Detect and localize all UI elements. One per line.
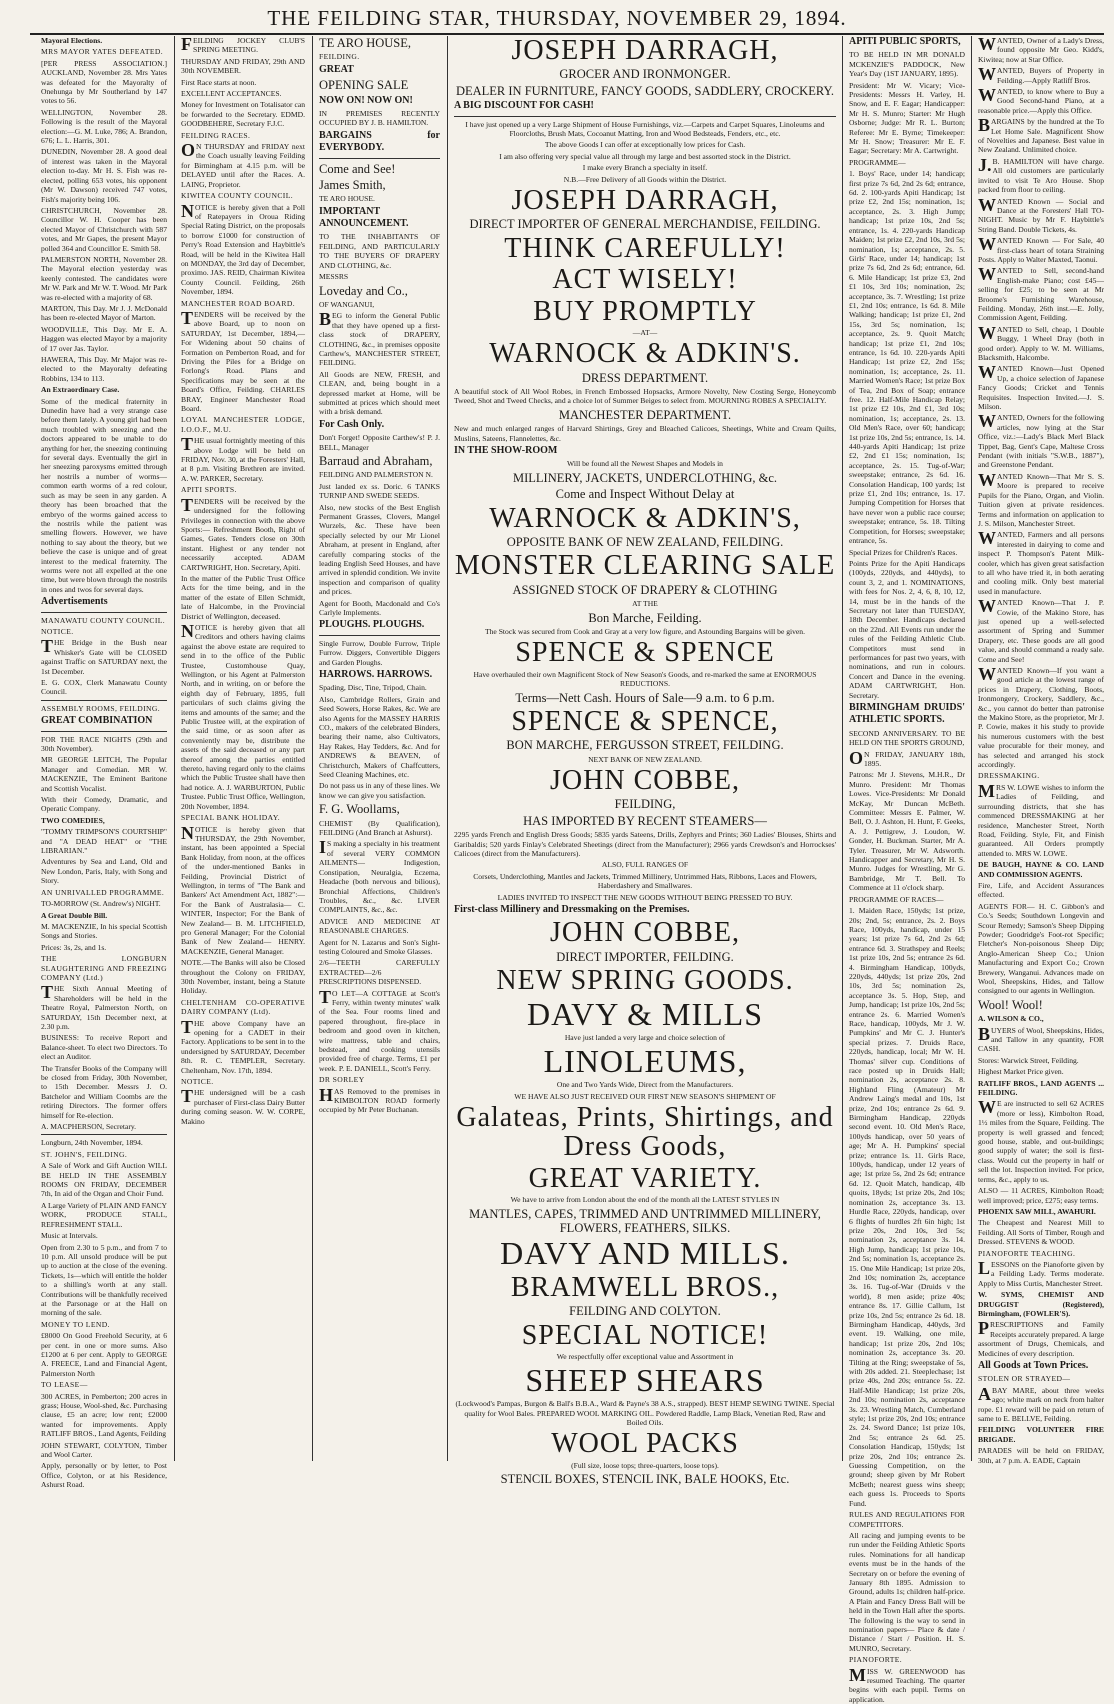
text-block: ON FRIDAY, JANUARY 18th, 1895.: [849, 747, 965, 769]
text-block: APITI SPORTS.: [181, 485, 237, 495]
text-block: With their Comedy, Dramatic, and Operatic Company.: [41, 795, 167, 814]
masthead: THE FEILDING STAR, THURSDAY, NOVEMBER 29, 1894.: [267, 6, 847, 30]
text-block: DIRECT IMPORTER, FEILDING.: [556, 949, 734, 964]
text-block: IN PREMISES RECENTLY OCCUPIED BY J. B. HAMILTON.: [319, 108, 440, 128]
text-block: TENDERS will be received by the above Board, up to noon on SATURDAY, 1st December, 1894,— For Widening about 50 chains of Formation on Pemberton Road, and for Driving the Piles for a Bridge on Forlong's Road. Plans and Specifications may be seen at the Board's Office, Feilding. CHARLES BRAY, Engineer Manchester Road Board.: [181, 307, 305, 414]
text-block: DAVY AND MILLS.: [500, 1235, 790, 1272]
text-block: —AT—: [632, 327, 658, 337]
text-block: An Extraordinary Case.: [41, 385, 120, 395]
text-block: James Smith,: [319, 177, 386, 192]
text-block: DUNEDIN, November 28. A good deal of interest was taken in the Mayoral election to-day. Mr H. S. Fish was re-elected, polling 653 votes, his opponent (Mr W. Dawson) received 747 votes, Fish's majority being 106.: [41, 147, 167, 204]
text-block: FEILDING VOLUNTEER FIRE BRIGADE.: [978, 1425, 1104, 1444]
column-2: [178, 36, 308, 1461]
text-block: First-class Millinery and Dressmaking on the Premises.: [454, 904, 690, 916]
text-block: BUSINESS: To receive Report and Balance-sheet. To elect two Directors. To elect an Auditor.: [41, 1033, 167, 1062]
separator-rule: [319, 158, 440, 159]
text-block: For Cash Only.: [319, 418, 385, 430]
text-block: PRESCRIPTIONS and Family Receipts accurately prepared. A large assortment of Drugs, Chemicals, and Medicines of every description.: [978, 1318, 1104, 1358]
text-block: Also, Cambridge Rollers, Grain and Seed Sowers, Horse Rakes, &c. We are also Agents for the MASSEY HARRIS CO., makers of the celebrated Binders, bearing their name, also Cultivators, Hay Rakes, Hay Tedders, &c. And for ANDREWS & BEAVEN, of Christchurch, Makers of Chaffcutters, Seed Cleaning Machines, etc.: [319, 694, 440, 780]
text-block: WANTED Known—If you want a good article at the lowest range of prices in Drapery, Clothing, Boots, Ironmongery, Crockery, Saddlery, &c., &c., you cannot do better than patronise the Makino Store, as the proprietor, Mr J. P. Cowie, makes it his study to provide his numerous customers with the best value procurable for their money, and has selected and arranged his stock accordingly.: [978, 664, 1104, 770]
text-block: Prices: 3s, 2s, and 1s.: [41, 942, 107, 952]
text-block: GROCER AND IRONMONGER.: [559, 67, 731, 82]
text-block: MANAWATU COUNTY COUNCIL.: [41, 615, 166, 625]
text-block: W. SYMS, CHEMIST AND DRUGGIST (Registered), Birmingham, (FOWLER'S).: [978, 1290, 1104, 1318]
text-block: E. G. COX, Clerk Manawatu County Council.: [41, 677, 167, 697]
text-block: TO THE INHABITANTS OF FEILDING, AND PARTICULARLY TO THE BUYERS OF DRAPERY AND CLOTHING, &c.: [319, 232, 440, 270]
text-block: THE usual fortnightly meeting of this above Lodge will be held on FRIDAY, Nov. 30, at the Foresters' Hall, at 8 p.m. Visiting Brethren are invited. A. W. PARKER, Secretary.: [181, 434, 305, 483]
text-block: DRESSMAKING.: [978, 771, 1040, 781]
text-block: WANTED to Sell, cheap, 1 Double Buggy, 1 Wheel Dray (both in good order). Apply to W. M. Williams, Blacksmith, Halcombe.: [978, 322, 1104, 362]
text-block: Apply, personally or by letter, to Post Office, Colyton, or at his Residence, Ashurst Road.: [41, 1461, 167, 1490]
separator-rule: [41, 1134, 167, 1135]
text-block: OF WANGANUI,: [319, 299, 375, 309]
text-block: WE are instructed to sell 62 ACRES (more or less), Kimbolton Road, 1½ miles from the Square, Feilding. The property is well grassed and fenced; good house, stable, and out-buildings; good supply of water; the soil is first-class. Would cut the property in half or sell the lot. Inspection invited. For price, terms, &c., apply to us.: [978, 1097, 1104, 1184]
text-block: THINK CAREFULLY!: [504, 232, 786, 264]
text-block: ACT WISELY!: [552, 264, 738, 296]
text-block: MESSRS: [319, 272, 349, 282]
text-block: NOTICE is hereby given that all Creditors and others having claims against the above estate are required to send in to the office of the Public Trustee, Customhouse Quay, Wellington, or his Agent at Palmerston North, and in writing, on or before the eighth day of February, 1895, full particulars of such claims giving the items and amounts of the same; and the Public Trustee will, at the expiration of the said time, or as soon after as conveniently may be, distribute the assets of the said deceased or any part thereof among the parties entitled thereto, having regard only to the claims which the Public Trustee shall have then had notice. A. J. WARBURTON, Public Trustee. Public Trust Office, Wellington, 20th November, 1894.: [181, 620, 305, 811]
text-block: MONEY TO LEND.: [41, 1319, 110, 1329]
text-block: AN UNRIVALLED PROGRAMME.: [41, 887, 165, 897]
text-block: ASSIGNED STOCK OF DRAPERY & CLOTHING: [512, 582, 778, 597]
text-block: All racing and jumping events to be run under the Feilding Athletic Sports rules. Nominations for all handicap events must be in the hands of the Secretary on or before the evening of January 8th 1895. Admission to Ground, adults 1s; children half-price. A Plain and Fancy Dress Ball will be held in the Town Hall after the sports. The following is the way to send in nomination papers— Place & date / Distance / Start / Position. H. S. MUNRO, Secretary.: [849, 1530, 965, 1653]
text-block: Single Furrow, Double Furrow, Triple Furrow. Diggers, Convertible Diggers and Garden Ploughs.: [319, 638, 440, 667]
text-block: One and Two Yards Wide, Direct from the Manufacturers.: [556, 1080, 734, 1090]
text-block: MRS W. LOWE wishes to inform the Ladies of Feilding, and surrounding districts, that she has commenced DRESSMAKING at her residence, Manchester Street, North Road, Feilding. Style, Fit, and Finish guaranteed. All Orders promptly attended to. MRS W. LOWE.: [978, 780, 1104, 858]
text-block: I make every Branch a specialty in itself.: [582, 163, 708, 173]
text-block: WANTED Known — For Sale, 40 first-class heart of totara Straining Posts. Apply to Walter Maxted, Taonui.: [978, 234, 1104, 264]
text-block: The Stock was secured from Cook and Gray at a very low figure, and Astounding Bargains will be given.: [485, 626, 805, 636]
text-block: JOSEPH DARRAGH,: [511, 35, 779, 66]
text-block: A Great Double Bill.: [41, 910, 108, 920]
text-block: Corsets, Underclothing, Mantles and Jackets, Trimmed Millinery, Untrimmed Hats, Ribbons, Laces and Flowers, Haberdashery and Smallwares.: [473, 871, 817, 891]
text-block: F. G. Woollams,: [319, 802, 400, 817]
text-block: A beautiful stock of All Wool Robes, in French Embossed Hopsacks, Armore Novelty, New Costing Serge, Honeycomb Tweed, Shot and Tweed Checks, and a choice lot of Summer Beiges to select from. MOURNING ROBES A SPECIALTY.: [454, 387, 836, 406]
text-block: SPENCE & SPENCE,: [511, 705, 779, 737]
text-block: TE ARO HOUSE,: [319, 36, 412, 50]
text-block: Highest Market Price given.: [978, 1067, 1064, 1077]
text-block: CHELTENHAM CO-OPERATIVE DAIRY COMPANY (Ltd).: [181, 997, 305, 1017]
text-block: PROGRAMME—: [849, 157, 906, 167]
text-block: (Lockwood's Pampas, Burgon & Ball's B.B.A., Ward & Payne's 38 A.S., strapped). BEST HEMP SEWING TWINE. Special quality for Wool Bales. PREPARED WOOL MARKING OIL. Powdered Raddle, Lamp Black, Venetian Red, Raw and Boiled Oils.: [455, 1399, 835, 1427]
text-block: WANTED, Buyers of Property in Feilding.—Apply Ratliff Bros.: [978, 64, 1104, 85]
text-block: IMPORTANT ANNOUNCEMENT.: [319, 205, 409, 230]
text-block: IN THE SHOW-ROOM: [454, 445, 558, 457]
text-block: BARGAINS for EVERYBODY.: [319, 129, 440, 154]
text-block: Will be found all the Newest Shapes and Models in: [567, 459, 723, 469]
text-block: N.B.—Free Delivery of all Goods within the District.: [563, 174, 727, 184]
column-1: [38, 36, 170, 1490]
text-block: AT THE: [632, 599, 658, 609]
column-3: [316, 36, 443, 1461]
text-block: CHEMIST (By Qualification), FEILDING (And Branch at Ashurst).: [319, 818, 440, 838]
text-block: TO BE HELD IN MR DONALD MCKENZIE'S PADDOCK, New Year's Day (1ST JANUARY, 1895).: [849, 50, 965, 79]
text-block: Wool! Wool!: [978, 997, 1043, 1012]
separator-rule: [454, 116, 836, 117]
text-block: TO LEASE—: [41, 1380, 88, 1390]
text-block: Barraud and Abraham,: [319, 453, 433, 468]
text-block: STOLEN OR STRAYED—: [978, 1374, 1071, 1384]
text-block: FEILDING.: [319, 52, 360, 62]
text-block: Galateas, Prints, Shirtings, and Dress Goods,: [456, 1102, 834, 1163]
text-block: SPECIAL BANK HOLIDAY.: [181, 813, 281, 823]
text-block: STENCIL BOXES, STENCIL INK, BALE HOOKS, Etc.: [500, 1472, 790, 1487]
text-block: FEILDING AND PALMERSTON N.: [319, 470, 433, 480]
text-block: TO LET—A COTTAGE at Scott's Ferry, within twenty minutes' walk of the Sea. Four rooms lined and papered throughout, fire-place in bedroom and good oven in kitchen, wire mattress, table and chairs, bedstead, and cooking utensils provided free of charge. Terms, £1 per week. P. E. DANIELL, Scott's Ferry.: [319, 986, 440, 1073]
text-block: WARNOCK & ADKIN'S,: [489, 502, 801, 534]
text-block: OPENING SALE: [319, 78, 409, 93]
text-block: First Race starts at noon.: [181, 77, 257, 87]
separator-rule: [41, 731, 167, 732]
text-block: A Sale of Work and Gift Auction WILL BE HELD IN THE ASSEMBLY ROOMS ON FRIDAY, DECEMBER 7th, In aid of the Organ and Choir Fund.: [41, 1161, 167, 1199]
text-block: BARGAINS by the hundred at the To Let Home Sale. Magnificent Show of Novelties and Japanese. Best value in New Zealand. Unlimited choice.: [978, 115, 1104, 155]
text-block: IS making a specialty in his treatment of several VERY COMMON AILMENTS— Indigestion, Constipation, Neuralgia, Eczema, Headache (both nervous and bilious), Bronchial Affections, Children's Troubles, &c., &c. LIVER COMPLAINTS, &c., &c.: [319, 837, 440, 915]
text-block: 2295 yards French and English Dress Goods; 5835 yards Sateens, Drills, Zephyrs and Prints; 360 Ladies' Blouses, Shirts and Garibaldis; 520 yards Finlay's Celebrated Sheetings (direct from the Manufacturer); 2966 yards Crewdson's and Horrockses' Calicoes (direct from the Manufacturers).: [454, 830, 836, 859]
text-block: A. WILSON & CO.,: [978, 1014, 1044, 1024]
text-block: ST. JOHN'S, FEILDING.: [41, 1149, 128, 1159]
text-block: WOOL PACKS: [551, 1428, 739, 1460]
text-block: WANTED Known—That Mr S. S. Moore is prepared to receive Pupils for the Piano, Organ, and Violin. Tuition given at private residences. Terms and information on application to J. S. Milson, Manchester Street.: [978, 469, 1104, 528]
separator-rule: [319, 635, 440, 636]
text-block: FEILDING RACES.: [181, 130, 251, 140]
text-block: New and much enlarged ranges of Harvard Shirtings, Grey and Bleached Calicoes, Sheetings, White and Cream Quilts, Muslins, Sateens, Flannelettes, &c.: [454, 424, 836, 443]
text-block: Don't Forget! Opposite Carthew's! P. J. BELL, Manager: [319, 433, 440, 452]
text-block: PIANOFORTE.: [849, 1655, 903, 1665]
text-block: We have to arrive from London about the end of the month all the LATEST STYLES IN: [510, 1195, 780, 1205]
text-block: WELLINGTON, November 28. Following is the result of the Mayoral election:—G. M. Luke, 786; A. Brandon, 676; L. L. Harris, 301.: [41, 107, 167, 146]
text-block: WANTED to Sell, second-hand English-make Piano; cost £45—selling for £25; to be seen at Mr Broome's Furnishing Warehouse, Feilding. Monday, 26th inst.—E. Jolly, Commission Agent, Feilding.: [978, 264, 1104, 323]
text-block: WANTED, Owners for the following articles, now lying at the Star Office, viz.:—Lady's Black Merl Black Tippet, Bag, Gent's Cape, Maltese Cross Pendant (with initials "S.W.B., 1887"), and Greenstone Pendant.: [978, 411, 1104, 470]
text-block: Special Prizes for Children's Races.: [849, 547, 958, 557]
text-block: Agent for Booth, Macdonald and Co's Carlyle Implements.: [319, 598, 440, 618]
text-block: THE Bridge in the Bush near Whisker's Gate will be CLOSED against Traffic on SATURDAY next, the 1st December.: [41, 636, 167, 676]
text-block: Spading, Disc, Tine, Tripod, Chain.: [319, 683, 427, 693]
text-block: TO-MORROW (St. Andrew's) NIGHT.: [41, 899, 161, 909]
text-block: J.B. HAMILTON will have charge. All old customers are particularly invited to visit Te Aro House. Shop packed from floor to ceiling.: [978, 154, 1104, 195]
text-block: OPPOSITE BANK OF NEW ZEALAND, FEILDING.: [506, 535, 784, 550]
text-block: TWO COMEDIES,: [41, 815, 105, 825]
text-block: RULES AND REGULATIONS FOR COMPETITORS.: [849, 1510, 965, 1529]
text-block: LADIES INVITED TO INSPECT THE NEW GOODS WITHOUT BEING PRESSED TO BUY.: [497, 892, 793, 902]
text-block: SPENCE & SPENCE: [515, 637, 775, 669]
text-block: NOTICE is hereby given that THURSDAY, the 29th November, instant, has been appointed a Special Bank Holiday, from noon, at the offices of the under-mentioned Banks in Feilding, Provincial District of Wellington, in terms of "The Bank and Bankers' Act Amendment Act, 1882":— For the Bank of Australasia— C. WINTER, Inspector; For the Bank of New Zealand— B. M. LITCHFIELD, pro General Manager; For the Colonial Bank of New Zealand— HENRY. MACKENZIE, General Manager.: [181, 822, 305, 956]
text-block: WANTED Known—Just Opened Up, a choice selection of Japanese Fancy Goods; Cricket and Tennis Requisites. Inspection Invited.—J. S. Milson.: [978, 362, 1104, 412]
text-block: "TOMMY TRIMPSON'S COURTSHIP" and "A DEAD HEAT" or "THE LIBRARIAN.": [41, 827, 167, 856]
text-block: NOTICE.: [41, 626, 74, 636]
text-block: A. MACPHERSON, Secretary.: [41, 1122, 137, 1132]
text-block: We respectfully offer exceptional value and Assortment in: [556, 1352, 734, 1362]
text-block: THE LONGBURN SLAUGHTERING AND FREEZING COMPANY (Ltd.): [41, 954, 167, 982]
text-block: Bon Marche, Feilding.: [588, 610, 702, 625]
text-block: NOW ON! NOW ON!: [319, 94, 413, 106]
text-block: 1. Maiden Race, 150yds; 1st prize, 20s; 2nd, 5s; entrance, 2s. 2. Boys Race, 100yds, handicap, under 15 years; 1st prize 7s 6d, 2nd 2s 6d; entrance 6d. 3. Strathspey and Reels; 1st prize 10s, 2nd 5s; entrance 2s 6d. 4. Birmingham Handicap, 100yds, 220yds, 440yds; 1st prize 20s, 2nd 10s, 3rd 5s; nomination 2s, acceptance 3s. 5. Hop, Step, and Jump, handicap; 1st prize 10s, 2nd 5s; entrance 2s. 6. Married Women's Race, handicap, 100yds, Mr J. W. Pumpkins' and Mr C. J. Hunter's special prizes. 7. Druids Race, 220yds, handicap, local; Mr W. H. Thomas' silver cup. Conditions of race posted up in Druids Hall; nomination 2s, acceptance 2s. 8. Highland Fling (Amateur) Mr Andrew Laing's medal and 10s, 1st prize, 2nd 10s; entrance 2s 6d. 9. Birmingham Handicap, 220yds second event. 10. Old Men's Race, 100yds handicap, over 50 years of age; Mr A. H. Pumpkins' special prize; entrance 1s. 11. Girls Race, 100yds, handicap, under 12 years of age; 1st prize 5s, 2nd 2s 6d; entrance 6d. 12. Quoit Match, handicap, 4lb quoits, 18yds; 1st prize 20s, 2nd 10s; nomination 2s, acceptance 3s. 13. Hurdle Race, 220yds, handicap, over 6 flights of hurdles 2ft 6in high; 1st prize 20s, 2nd 10s, 3rd 5s; nomination 2s, acceptance 3s. 14. High Jump, handicap; 1st prize 10s, 2nd 5s; nomination 1s, acceptance 2s. 15. One Mile Handicap; 1st prize 20s, 2nd 10s; nomination 2s, acceptance 3s. 16. Tug-of-War (Druids v the world), 8 men aside; prize 40s; entrance 8s. 17. Gillie Callum, 1st prize 10s, 2nd 5s; entrance 2s 6d. 18. Birmingham Handicap, 440yds, 3rd event. 19. Walking, one mile, handicap; 1st prize 20s, 2nd 10s; nomination 2s, acceptance 3s. 20. Tilting at the Ring; sweepstake of 5s, with 20s added. 21. Steeplechase; 1st prize 40s, 2nd 20s; entrance 5s. 22. Half-Mile Handicap; 1st prize 20s, 2nd 10s; nomination 2s, acceptance 3s. 23. Wrestling Match, Cumberland style; 1st prize 20s, 2nd 10s; entrance 2s. 24. Sword Dance; 1st prize 10s, 2nd 5s; entrance 2s 6d. 25. Consolation Handicap, 150yds; 1st prize 20s, 2nd 10s; entrance 2s. Guessing Competition, on the ground; sheep given by Mr Robert McBeth; nearest guess wins sheep; each guess 1s. Proceeds to Sports Fund.: [849, 906, 966, 1508]
text-block: FOR THE RACE NIGHTS (29th and 30th November).: [41, 734, 167, 753]
text-block: Come and Inspect Without Delay at: [555, 487, 735, 502]
text-block: THURSDAY AND FRIDAY, 29th AND 30th NOVEMBER.: [181, 56, 305, 76]
text-block: TENDERS will be received by the undersigned for the following Privileges in connection with the above Sports:— Refreshment Booth, Right of Games, Gates. Tenders close on 30th instant. Highest or any tender not necessarily accepted. ADAM CARTWRIGHT, Hon. Secretary, Apiti.: [181, 494, 305, 572]
text-block: The Cheapest and Nearest Mill to Feilding. All Sorts of Timber, Rough and Dressed. STEVENS & WOOD.: [978, 1218, 1104, 1247]
text-block: THE Sixth Annual Meeting of Shareholders will be held in the Theatre Royal, Palmerston North, on SATURDAY, 15th December next, at 2.30 p.m.: [41, 982, 167, 1031]
text-block: NOTICE.: [181, 1077, 214, 1087]
text-block: Advertisements: [41, 596, 108, 608]
text-block: Money for Investment on Totalisator can be forwarded to the Secretary. EDMD. GOODBEHERE, Secretary F.J.C.: [181, 100, 305, 129]
text-block: All Goods at Town Prices.: [978, 1360, 1089, 1371]
text-block: (Full size, loose tops; three-quarters, loose tops).: [571, 1460, 719, 1470]
text-block: I have just opened up a very Large Shipment of House Furnishings, viz.—Carpets and Carpet Squares, Linoleums and Floorcloths, Brush Mats, Cocoanut Matting, Iron and Wood Bedsteads, Fenders, etc., etc.: [465, 119, 825, 138]
text-block: NOTE.—The Banks will also be Closed throughout the Colony on FRIDAY, 30th November, instant, being a Statute Holiday.: [181, 958, 305, 996]
text-block: SHEEP SHEARS: [525, 1361, 765, 1398]
text-block: DE BAUGH, HAYNE & CO. LAND AND COMMISSION AGENTS.: [978, 860, 1104, 879]
text-block: Open from 2.30 to 5 p.m., and from 7 to 10 p.m. All unsold produce will be put up to auction at the close of the evening. Tickets, 1s—which will entitle the holder to a shilling's worth at any stall. Contributions will be thankfully received at the Parsonage or at the Hall on morning of the sale.: [41, 1242, 167, 1318]
text-block: ASSEMBLY ROOMS, FEILDING.: [41, 703, 161, 713]
text-block: LESSONS on the Pianoforte given by a Feilding Lady. Terms moderate. Apply to Miss Curtis, Manchester Street.: [978, 1257, 1104, 1288]
text-block: KIWITEA COUNTY COUNCIL.: [181, 191, 294, 201]
text-block: PARADES will be held on FRIDAY, 30th, at 7 p.m. A. EADE, Captain: [978, 1446, 1104, 1465]
text-block: BRAMWELL BROS.,: [510, 1271, 780, 1303]
text-block: SECOND ANNIVERSARY. TO BE HELD ON THE SPORTS GROUND,: [849, 728, 965, 748]
text-block: ALSO — 11 ACRES, Kimbolton Road; well improved; price, £275; easy terms.: [978, 1186, 1104, 1205]
text-block: WANTED, to know where to Buy a Good Second-hand Piano, at a reasonable price.—Apply this Office.: [978, 85, 1104, 115]
text-block: Do not pass us in any of these lines. We know we can give you satisfaction.: [319, 781, 440, 800]
text-block: A Large Variety of PLAIN AND FANCY WORK, PRODUCE STALL, REFRESHMENT STALL.: [41, 1200, 167, 1229]
text-block: 1. Boys' Race, under 14; handicap; first prize 7s 6d, 2nd 2s 6d; entrance, 6d. 2. 100-yards Apiti Handicap; 1st prize £2, 2nd 15s; nomination, 1s; acceptance, 2s. 3. High Jump; handicap; 1st prize 10s, 2nd 5s; entrance, 1s. 4. 220-yards Handicap Maiden; 1st prize £2, 2nd 10s, 3rd 5s; nomination, 1s; acceptance, 2s. 5. Girls' Race, under 14; handicap; 1st prize 7s 6d, 2nd 2s 6d; entrance, 6d. 6. Mile Handicap; 1st prize £3, 2nd £1 10s, 3rd 10s; nomination, 2s; acceptance, 3s. 7. Wrestling; 1st prize £1, 2nd 10s; entrance, 1s 6d. 8. Mile Walking; handicap; 1st prize £1, 2nd 15s, 3rd 5s; nomination, 1s; acceptance, 2s. 9. Quoit Match; handicap; 1st prize £1, 2nd 10s; entrance, 1s 6d. 10. 220-yards Apiti Handicap; 1st prize £2, 2nd 15s; nomination, 1s; acceptance, 2s. 11. Married Women's Race; 1st prize Box of Tea, 2nd Box of Soap; entrance free. 12. Half-Mile Handicap Relay; 1st prize £2 10s, 2nd £1, 3rd 10s; nomination, 1s; acceptance, 2s. 13. Old Men's Race, over 60; handicap; 1st prize 10s, 2nd 5s; entrance, 1s. 14. 440-yards Apiti Handicap; 1st prize £2, 2nd £1 15s; nomination, 1s; acceptance, 2s. 15. Tug-of-War; sweepstake; entrance, 2s 6d. 16. Consolation Handicap, 100 yards; 1st prize £1, 2nd 10s; entrance, 1s. 17. Jumping Competition for Horses that have never won a public race course; sweepstake; entrance, 5s. 18. Tilting Competition, for Horses; sweepstake; entrance, 5s.: [849, 169, 965, 546]
text-block: DAVY & MILLS: [526, 995, 763, 1032]
text-block: WANTED Known—That J. P. Cowie, of the Makino Store, has just opened up a well-selected assortment of Spring and Summer Drapery, etc. These goods are all good value, and should command a ready sale. Come and See!: [978, 596, 1104, 664]
text-block: Agent for N. Lazarus and Son's Sight-testing Coloured and Smoke Glasses.: [319, 937, 440, 956]
text-block: MANCHESTER ROAD BOARD.: [181, 298, 296, 308]
text-block: NEXT BANK OF NEW ZEALAND.: [588, 754, 702, 764]
text-block: President: Mr W. Vicary; Vice-Presidents: Messrs H. Varley, H. Snow, and E. F. Eagar; Handicapper: Mr H. S. Munro; Starter: Mr Hugh Osborne; Judge: Mr R. L. Burton; Referee: Mr E. Byrne; Timekeeper: Mr H. Snow; Treasurer: Mr E. F. Eagar; Secretary: Mr A. Cartwright.: [849, 80, 965, 156]
text-block: MARTON, This Day. Mr J. J. McDonald has been re-elected Mayor of Marton.: [41, 303, 167, 323]
text-block: 300 ACRES, in Pemberton; 200 acres in grass; House, Wool-shed, &c. Purchasing clause, £5 an acre; low rent; £2000 wanted for improvements. Apply RATLIFF BROS., Land Agents, Feilding: [41, 1391, 168, 1439]
text-block: HAWERA, This Day. Mr Major was re-elected to the Mayoralty defeating Robbins, 134 to 113.: [41, 355, 167, 383]
text-block: HARROWS. HARROWS.: [319, 669, 433, 681]
text-block: A BIG DISCOUNT FOR CASH!: [454, 100, 594, 112]
text-block: WANTED, Farmers and all persons interested in dairying to come and inspect P. Thompson's Patent Milk-cooler, which has given great satisfaction to all who have tried it, in both aerating and cooling milk. Only best material used in manufacture.: [978, 528, 1104, 596]
text-block: JOHN STEWART, COLYTON, Timber and Wool Carter.: [41, 1440, 167, 1460]
text-block: Have just landed a very large and choice selection of: [564, 1033, 726, 1043]
text-block: WANTED Known — Social and Dance at the Foresters' Hall TO-NIGHT. Music by Mr F. Haybittle's String Band. Double Tickets, 4s.: [978, 194, 1104, 234]
text-block: £8000 On Good Freehold Security, at 6 per cent. in one or more sums. Also £1200 at 6 per cent. Apply to GEORGE A. FREECE, Land and Financial Agent, Palmerston North: [41, 1331, 167, 1378]
text-block: Longburn, 24th November, 1894.: [41, 1138, 143, 1148]
text-block: ABAY MARE, about three weeks ago; white mark on neck from halter rope. £1 reward will be paid on return of same to E. BELLVE, Feilding.: [978, 1383, 1104, 1424]
text-block: All Goods are NEW, FRESH, and CLEAN, and, being bought in a depressed market at Home, will be submitted at prices which should meet with a brisk demand.: [319, 369, 440, 417]
text-block: 2/6—TEETH CAREFULLY EXTRACTED—2/6 PRESCRIPTIONS DISPENSED.: [319, 958, 440, 987]
column-rule: [312, 36, 313, 1461]
separator-rule: [41, 612, 167, 613]
text-block: PROGRAMME OF RACES—: [849, 894, 944, 904]
text-block: SPECIAL NOTICE!: [521, 1319, 769, 1351]
text-block: DRESS DEPARTMENT.: [581, 370, 709, 385]
text-block: Points Prize for the Apiti Handicaps (100yds, 220yds, and 440yds), to count 3, 2, and 1. NOMINATIONS, with fees for Nos. 2, 4, 6, 8, 10, 12, 14, must be in the hands of the Secretary not later than TUESDAY, 18th December. Handicaps declared on the 22nd. All Events run under the rules of the Feilding Athletic Club. Competitors must send in performances for past two years, with nominations, and run in colours. Concert and Dance in the evening. ADAM CARTWRIGHT, Hon. Secretary.: [849, 558, 965, 700]
text-block: NOTICE is hereby given that a Poll of Ratepayers in Oroua Riding Special Rating District, on the proposals to borrow £1000 for construction of Perry's Road Extension and Haybittle's Road, will be held in the Kiwitea Hall on MONDAY, the 3rd day of December, proximo. JAS. REID, Chairman Kiwitea County Council. Feilding, 26th November, 1894.: [181, 200, 305, 297]
column-6: [975, 34, 1107, 1465]
column-4: [451, 35, 839, 1487]
text-block: FEILDING,: [614, 797, 676, 812]
text-block: ADVICE AND MEDICINE AT REASONABLE CHARGES.: [319, 916, 440, 936]
text-block: MILLINERY, JACKETS, UNDERCLOTHING, &c.: [513, 470, 777, 485]
text-block: MANCHESTER DEPARTMENT.: [558, 407, 732, 422]
text-block: BUY PROMPTLY: [533, 295, 757, 327]
text-block: WANTED, Owner of a Lady's Dress, found opposite Mr Geo. Kidd's, Kiwitea; now at Star Office.: [978, 34, 1104, 64]
text-block: FEILDING JOCKEY CLUB'S SPRING MEETING.: [181, 34, 305, 55]
text-block: NEW SPRING GOODS.: [496, 965, 794, 997]
text-block: BUYERS of Wool, Sheepskins, Hides, and Tallow in any quantity, FOR CASH.: [978, 1023, 1104, 1054]
text-block: PALMERSTON NORTH, November 28. The Mayoral election yesterday was keenly contested. The candidates were Mr W. Park and Mr W. T. Wood. Mr Park was re-elected with a majority of 68.: [41, 254, 167, 302]
text-block: BIRMINGHAM DRUIDS' ATHLETIC SPORTS.: [849, 702, 965, 726]
text-block: The above Goods I can offer at exceptionally low prices for Cash.: [544, 140, 746, 150]
text-block: Mayoral Elections.: [41, 36, 103, 45]
text-block: Terms—Nett Cash. Hours of Sale—9 a.m. to 6 p.m.: [515, 690, 775, 705]
column-rule: [842, 36, 843, 1461]
text-block: WOODVILLE, This Day. Mr E. A. Haggen was elected Mayor by a majority of 17 over Jas. Taylor.: [41, 324, 167, 353]
text-block: RATLIFF BROS., LAND AGENTS ... FEILDING.: [978, 1078, 1104, 1098]
text-block: APITI PUBLIC SPORTS,: [849, 36, 961, 47]
text-block: In the matter of the Public Trust Office Acts for the time being, and in the matter of the estate of Ellen Schmidt, late of Halcombe, in the Provincial District of Wellington, deceased.: [181, 573, 305, 621]
text-block: DEALER IN FURNITURE, FANCY GOODS, SADDLERY, CROCKERY.: [455, 83, 835, 98]
text-block: [PER PRESS ASSOCIATION.] AUCKLAND, November 28. Mrs Yates was defeated for the Mayoralty of Onehunga by Mr Southerland by 147 votes to 56.: [41, 58, 167, 106]
text-block: ALSO, FULL RANGES OF: [601, 860, 689, 870]
text-block: Music at Intervals.: [41, 1231, 98, 1241]
text-block: HAS IMPORTED BY RECENT STEAMERS—: [523, 813, 767, 828]
text-block: Patrons: Mr J. Stevens, M.H.R., Dr Munro. President: Mr Thomas Lowes. Vice-Presidents: Mr Donald McKay, Mr Duncan McBeth. Committee: Messrs E. Palmer, W. Bell, O. J. Ashton, H. Hunt, F. Geeks, A. J. Pettigrew, J. Loudon, W. Gonder, H. Buckman. Starter, Mr A. Tyler. Treasurer, Mr W. Adsworth. Handicapper and Secretary, Mr H. S. Munro. Judges for Wrestling, Mr G. Bambridge, Mr T. Bell. To Commence at 11 o'clock sharp.: [849, 770, 965, 893]
text-block: WARNOCK & ADKIN'S.: [489, 338, 801, 370]
column-5: [846, 36, 968, 1704]
text-block: M. MACKENZIE, In his special Scottish Songs and Stories.: [41, 921, 167, 941]
text-block: MONSTER CLEARING SALE: [454, 550, 836, 582]
text-block: EXCELLENT ACCEPTANCES.: [181, 89, 282, 99]
text-block: Some of the medical fraternity in Dunedin have had a very strange case before them lately. A young girl had been much troubled with sneezing and the doctors appeared to be unable to do anything for her, the sneezing continuing for several days. Eventually the girl in her sneezing paroxysms emitted through her nostrils a number of worms—common earth worms of a red colour, such as may be seen in any garden. A theory has been broached that the embryo of the worms gained access to the nostrils while the patient was smelling flowers. However, we have nothing to say about the theory, but we believe the case is unique and of great interest to the medical fraternity. The worms were not all expelled at the one time, but were blown through the nostrils in ones and twos for several days.: [41, 396, 167, 594]
text-block: LINOLEUMS,: [543, 1042, 747, 1079]
column-rule: [971, 36, 972, 1461]
text-block: PHOENIX SAW MILL, AWAHURI.: [978, 1206, 1096, 1216]
text-block: ON THURSDAY and FRIDAY next the Coach usually leaving Feilding for Birmingham at 4.15 p.m. will be DELAYED until after the Races. A. LAING, Proprietor.: [181, 140, 305, 189]
text-block: MR GEORGE LEITCH, The Popular Manager and Comedian. MR W. MACKENZIE, The Eminent Baritone and Scottish Vocalist.: [41, 755, 167, 793]
text-block: Loveday and Co.,: [319, 283, 408, 298]
text-block: TE ARO HOUSE.: [319, 194, 375, 204]
column-rule: [174, 36, 175, 1461]
text-block: I am also offering very special value all through my large and best assorted stock in the District.: [499, 151, 791, 161]
text-block: AGENTS FOR— H. C. Gibbon's and Co.'s Seeds; Southdown Longevin and Scour Remedy; Samson's Sheep Dipping Powder; Goodridge's Foot-rot Specific; Fletcher's Non-poisonous Sheep Dip; Anglo-American Sheep Co.; Union Manufacturing and Export Co.; Crown Brewery, Wanganui. Advances made on Wool, Sheepskins, Hides, and Tallow consigned to our agents in Wellington.: [978, 901, 1104, 996]
text-block: DR SORLEY: [319, 1075, 365, 1085]
text-block: Adventures by Sea and Land, Old and New London, Paris, Italy, with Song and Story.: [41, 857, 167, 886]
separator-rule: [41, 700, 167, 701]
text-block: CHRISTCHURCH, November 28. Councillor W. H. Cooper has been elected Mayor of Christchurch with 587 votes, and Mr Gapes, the present Mayor polled 364 and Councillor E. Smith 58.: [41, 205, 167, 253]
text-block: THE undersigned will be a cash purchaser of First-class Dairy Butter during coming season. W. W. CORPE, Makino: [181, 1086, 305, 1126]
text-block: MANTLES, CAPES, TRIMMED AND UNTRIMMED MILLINERY, FLOWERS, FEATHERS, SILKS.: [469, 1206, 821, 1235]
text-block: The Transfer Books of the Company will be closed from Friday, 30th November, to 15th December. Messrs J. O. Batchelor and William Coombs are the retiring Directors. The former offers himself for Re-election.: [41, 1063, 167, 1120]
text-block: JOHN COBBE,: [550, 765, 740, 797]
text-block: HAS Removed to the premises in KIMBOLTON ROAD formerly occupied by Mr Peter Buchanan.: [319, 1084, 440, 1115]
text-block: WE HAVE ALSO JUST RECEIVED OUR FIRST NEW SEASON'S SHIPMENT OF: [514, 1091, 776, 1101]
text-block: JOSEPH DARRAGH,: [511, 184, 779, 216]
text-block: JOHN COBBE,: [550, 917, 740, 949]
text-block: Come and See!: [319, 161, 396, 176]
text-block: Fire, Life, and Accident Assurances effected.: [978, 880, 1104, 900]
column-rule: [447, 36, 448, 1461]
text-block: Stores: Warwick Street, Feilding.: [978, 1055, 1079, 1065]
text-block: BEG to inform the General Public that they have opened up a first-class stock of DRAPERY, CLOTHING, &c., in premises opposite Carthew's, MANCHESTER STREET, FEILDING.: [319, 309, 440, 368]
text-block: THE above Company have an opening for a CADET in their Factory. Applications to be sent in to the undersigned by SATURDAY, December 8th. R. C. TEMPLER, Secretary. Cheltenham, Nov. 17th, 1894.: [181, 1016, 305, 1075]
text-block: Just landed ex ss. Doric. 6 TANKS TURNIP AND SWEDE SEEDS.: [319, 481, 440, 501]
text-block: MISS W. GREENWOOD has resumed Teaching. The quarter begins with each pupil. Terms on application.: [849, 1664, 965, 1704]
text-block: PLOUGHS. PLOUGHS.: [319, 619, 425, 631]
text-block: FEILDING AND COLYTON.: [569, 1304, 721, 1319]
text-block: GREAT: [319, 63, 354, 75]
text-block: BON MARCHE, FERGUSSON STREET, FEILDING.: [506, 738, 784, 753]
text-block: GREAT COMBINATION: [41, 715, 153, 727]
text-block: Also, new stocks of the Best English Permanent Grasses, Clovers, Mangel Wurzels, &c. These have been specially selected by our Mr Lionel Abraham, at present in England, after carefully comparing stocks of the leading English Seed Houses, and have arrived in splendid condition. We invite inspection and comparison of quality and prices.: [319, 502, 440, 597]
text-block: GREAT VARIETY.: [528, 1162, 762, 1194]
text-block: DIRECT IMPORTER OF GENERAL MERCHANDISE, FEILDING.: [469, 217, 821, 232]
text-block: MRS MAYOR YATES DEFEATED.: [41, 47, 164, 57]
text-block: LOYAL MANCHESTER LODGE, I.O.O.F., M.U.: [181, 415, 305, 434]
text-block: Have overhauled their own Magnificent Stock of New Season's Goods, and re-marked the same at ENORMOUS REDUCTIONS.: [473, 669, 817, 689]
text-block: PIANOFORTE TEACHING.: [978, 1248, 1076, 1258]
